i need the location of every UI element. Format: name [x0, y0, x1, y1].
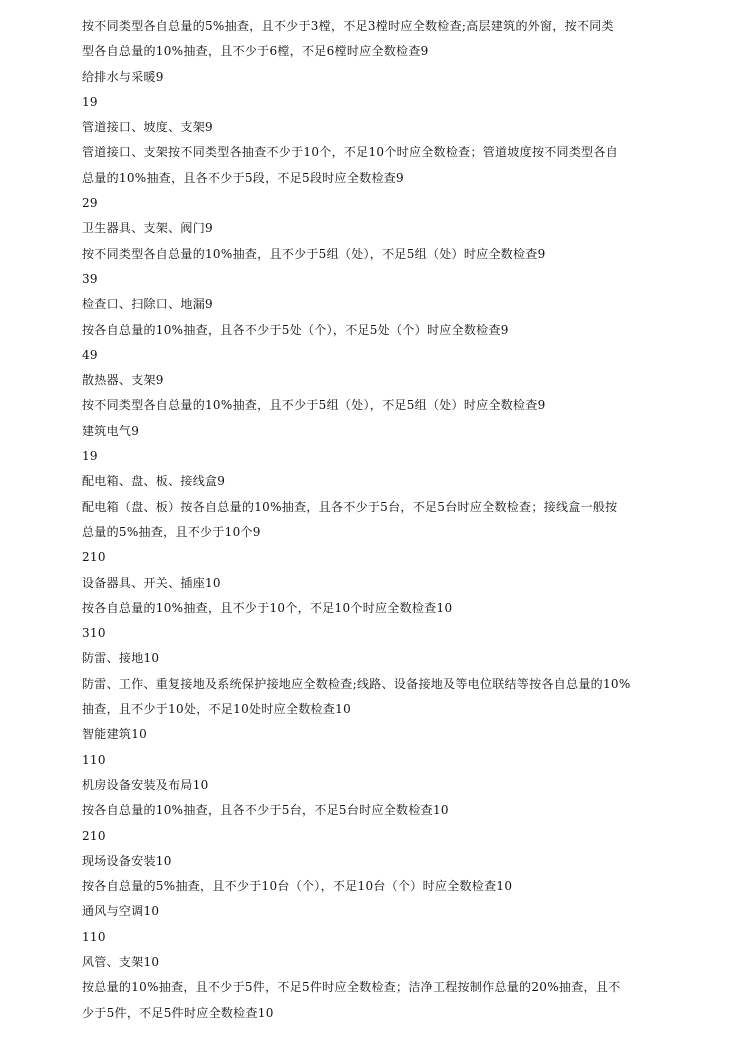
- item-heading: 管道接口、坡度、支架9: [82, 120, 213, 135]
- text-line: 总量的10%抽查，且各不少于5段，不足5段时应全数检查9: [82, 170, 404, 185]
- item-number: 19: [82, 94, 98, 109]
- section-heading: 建筑电气9: [82, 423, 140, 438]
- section-heading: 智能建筑10: [82, 727, 148, 742]
- item-heading: 卫生器具、支架、阀门9: [82, 221, 213, 236]
- item-number: 210: [82, 550, 106, 565]
- text-line: 管道接口、支架按不同类型各抽查不少于10个，不足10个时应全数检查；管道坡度按不同类型各自: [82, 145, 619, 160]
- section-heading: 给排水与采暖9: [82, 69, 164, 84]
- text-line: 抽查，且不少于10处，不足10处时应全数检查10: [82, 702, 352, 717]
- text-line: 少于5件，不足5件时应全数检查10: [82, 1005, 274, 1020]
- item-number: 310: [82, 626, 106, 641]
- text-line: 按各自总量的10%抽查，且各不少于5处（个），不足5处（个）时应全数检查9: [82, 322, 509, 337]
- text-line: 按各自总量的10%抽查，且不少于10个，不足10个时应全数检查10: [82, 600, 453, 615]
- item-number: 210: [82, 828, 106, 843]
- text-line: 型各自总量的10%抽查，且不少于6樘，不足6樘时应全数检查9: [82, 44, 429, 59]
- text-line: 配电箱（盘、板）按各自总量的10%抽查，且各不少于5台，不足5台时应全数检查；接线盒一般按: [82, 499, 618, 514]
- item-heading: 设备器具、开关、插座10: [82, 575, 221, 590]
- text-line: 防雷、工作、重复接地及系统保护接地应全数检查;线路、设备接地及等电位联结等按各自总量的10%: [82, 676, 631, 691]
- item-number: 110: [82, 752, 106, 767]
- text-line: 按各自总量的5%抽查，且不少于10台（个），不足10台（个）时应全数检查10: [82, 879, 513, 894]
- item-heading: 散热器、支架9: [82, 373, 164, 388]
- text-line: 按不同类型各自总量的10%抽查，且不少于5组（处），不足5组（处）时应全数检查9: [82, 398, 546, 413]
- item-number: 29: [82, 196, 98, 211]
- item-number: 110: [82, 929, 106, 944]
- item-heading: 现场设备安装10: [82, 853, 172, 868]
- item-heading: 检查口、扫除口、地漏9: [82, 297, 213, 312]
- text-line: 总量的5%抽查，且不少于10个9: [82, 524, 261, 539]
- item-heading: 风管、支架10: [82, 954, 160, 969]
- text-line: 按总量的10%抽查，且不少于5件，不足5件时应全数检查；洁净工程按制作总量的20%抽查，且不: [82, 980, 621, 995]
- item-heading: 机房设备安装及布局10: [82, 777, 209, 792]
- item-heading: 防雷、接地10: [82, 651, 160, 666]
- item-number: 49: [82, 347, 98, 362]
- item-number: 39: [82, 271, 98, 286]
- text-line: 按不同类型各自总量的5%抽查，且不少于3樘，不足3樘时应全数检查;高层建筑的外窗，按不同类: [82, 19, 614, 33]
- item-heading: 配电箱、盘、板、接线盒9: [82, 474, 226, 489]
- item-number: 19: [82, 449, 98, 464]
- section-heading: 通风与空调10: [82, 904, 160, 919]
- text-line: 按各自总量的10%抽查，且各不少于5台，不足5台时应全数检查10: [82, 803, 449, 818]
- text-line: 按不同类型各自总量的10%抽查，且不少于5组（处），不足5组（处）时应全数检查9: [82, 246, 546, 261]
